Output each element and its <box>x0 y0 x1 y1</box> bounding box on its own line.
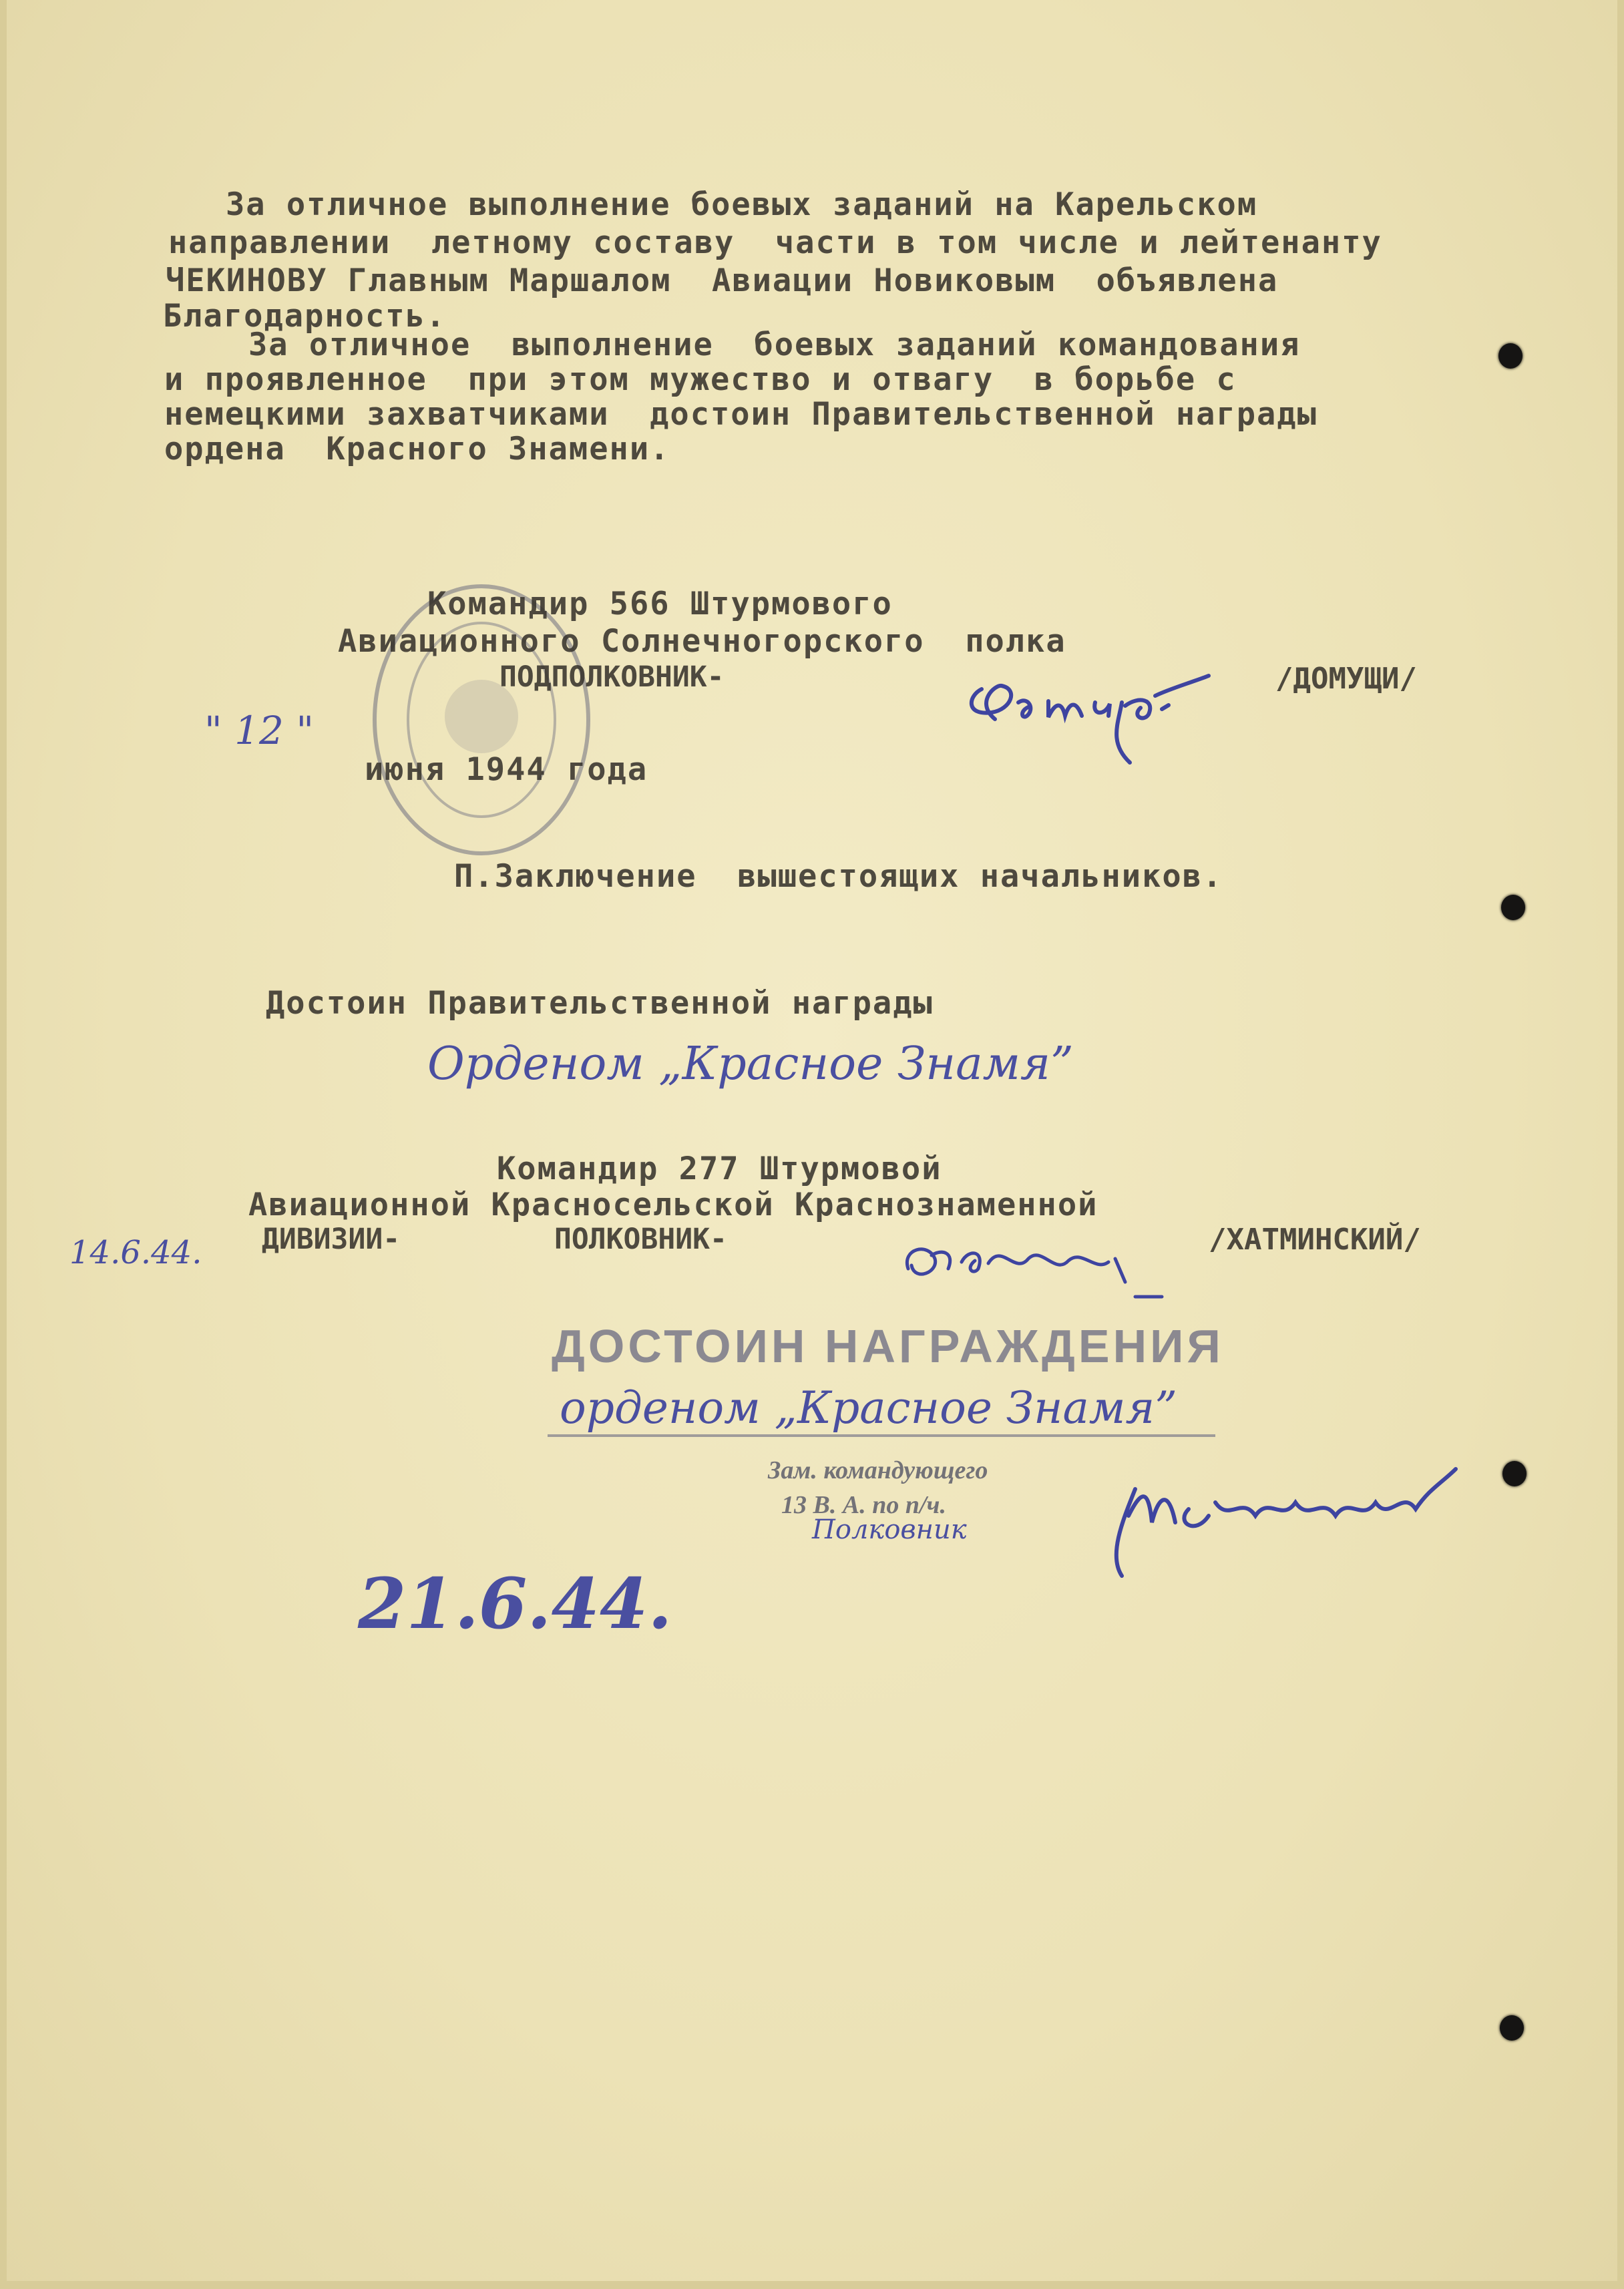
deputy-rank: Полковник <box>812 1514 967 1545</box>
punch-hole <box>1502 1461 1527 1486</box>
commander1-name: /ДОМУЩИ/ <box>1275 662 1417 696</box>
deputy-title-line1: Зам. командующего <box>768 1456 988 1484</box>
page-edge-bottom <box>0 2281 1624 2289</box>
commander1-rank: ПОДПОЛКОВНИК- <box>499 660 725 694</box>
paragraph1-line2: направлении летному составу части в том числе и лейтенанту <box>168 224 1382 261</box>
division-handwritten-award: Орденом „Красное Знамя” <box>427 1038 1074 1090</box>
division-worthy: Достоин Правительственной награды <box>266 985 934 1022</box>
commander1-line2: Авиационного Солнечногорского полка <box>338 623 1066 660</box>
paragraph1-line4: Благодарность. <box>163 298 447 335</box>
commander1-date: июня 1944 года <box>365 751 648 788</box>
punch-hole <box>1501 895 1525 920</box>
commander1-signature <box>955 649 1242 763</box>
paragraph1-line1: За отличное выполнение боевых заданий на Карельском <box>226 186 1258 223</box>
page-edge-left <box>0 0 7 2289</box>
section2-heading: П.Заключение вышестоящих начальников. <box>454 858 1223 895</box>
division-line2: Авиационной Красносельской Краснознаменной <box>248 1187 1098 1223</box>
army-date: 21.6.44. <box>358 1563 672 1645</box>
approval-stamp: ДОСТОИН НАГРАЖДЕНИЯ <box>552 1320 1224 1372</box>
paragraph2-line4: ордена Красного Знамени. <box>164 431 670 467</box>
stamp-underline <box>548 1434 1215 1437</box>
paragraph2-line2: и проявленное при этом мужество и отвагу в борьбе с <box>164 361 1237 398</box>
division-signature <box>895 1222 1175 1302</box>
division-name: /ХАТМИНСКИЙ/ <box>1209 1223 1421 1257</box>
paragraph2-line1: За отличное выполнение боевых заданий командования <box>248 327 1301 363</box>
page-edge-right <box>1617 0 1624 2289</box>
punch-hole <box>1500 2015 1524 2041</box>
commander1-date-day: " 12 " <box>204 708 315 753</box>
army-signature <box>1095 1449 1469 1583</box>
division-line3-left: ДИВИЗИИ- <box>262 1223 401 1256</box>
paragraph2-line3: немецкими захватчиками достоин Правительственной награды <box>164 396 1317 433</box>
paragraph1-line3: ЧЕКИНОВУ Главным Маршалом Авиации Новиковым объявлена <box>166 262 1279 299</box>
punch-hole <box>1498 343 1522 369</box>
commander1-line1: Командир 566 Штурмового <box>427 586 893 622</box>
division-rank: ПОЛКОВНИК- <box>554 1223 727 1256</box>
army-handwritten-award: орденом „Красное Знамя” <box>560 1382 1177 1434</box>
division-date: 14.6.44. <box>69 1234 202 1271</box>
deputy-title-line2: 13 В. А. по п/ч. <box>781 1491 946 1519</box>
division-line1: Командир 277 Штурмовой <box>497 1151 942 1187</box>
